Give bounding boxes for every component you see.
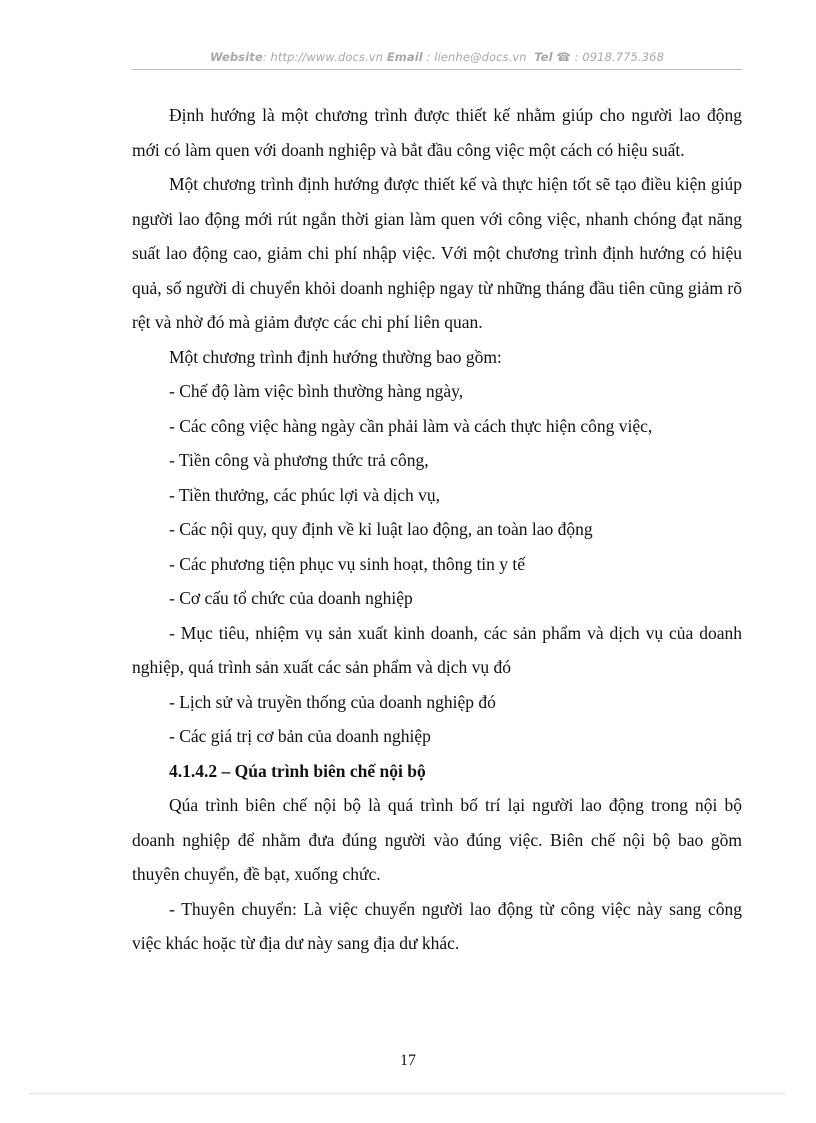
- list-item: - Mục tiêu, nhiệm vụ sản xuất kinh doanh, các sản phẩm và dịch vụ của doanh nghiệp, quá trình sản xuất các sản phẩm và dịch vụ đó: [132, 622, 742, 677]
- list-item: - Các nội quy, quy định về kỉ luật lao động, an toàn lao động: [169, 519, 593, 539]
- list-item: - Tiền thưởng, các phúc lợi và dịch vụ,: [169, 484, 441, 505]
- email-label: Email: [386, 50, 423, 64]
- paragraph: Một chương trình định hướng được thiết kế và thực hiện tốt sẽ tạo điều kiện giúp người lao động mới rút ngắn thời gian làm quen với công việc, nhanh chóng đạt năng suất lao động cao, giảm chi phí nhập việc. Với một chương trình định hướng có hiệu quả, số người di chuyển khỏi doanh nghiệp ngay từ những tháng đầu tiên cũng giảm rõ rệt và nhờ đó mà giảm được các chi phí liên quan.: [132, 174, 742, 332]
- list-item: - Cơ cấu tổ chức của doanh nghiệp: [169, 588, 413, 608]
- website-url: : http://www.docs.vn: [262, 50, 384, 64]
- page-bottom-border: [30, 1093, 786, 1094]
- tel-number: : 0918.775.368: [574, 50, 665, 64]
- list-item: - Tiền công và phương thức trả công,: [169, 450, 429, 470]
- phone-icon: ☎: [556, 50, 571, 64]
- paragraph: Định hướng là một chương trình được thiết kế nhằm giúp cho người lao động mới có làm quen với doanh nghiệp và bắt đầu công việc một cách có hiệu suất.: [132, 105, 742, 160]
- section-heading: 4.1.4.2 – Qúa trình biên chế nội bộ: [169, 760, 426, 781]
- page-header: [132, 50, 742, 64]
- tel-label: Tel: [534, 50, 553, 64]
- header-divider: [132, 69, 742, 70]
- list-item: - Chế độ làm việc bình thường hàng ngày,: [169, 381, 464, 401]
- website-label: Website: [209, 50, 263, 64]
- list-item: - Lịch sử và truyền thống của doanh nghiệp đó: [169, 691, 496, 712]
- document-body: [132, 98, 742, 961]
- paragraph: Qúa trình biên chế nội bộ là quá trình bố trí lại người lao động trong nội bộ doanh nghiệp để nhằm đưa đúng người vào đúng việc. Biên chế nội bộ bao gồm thuyên chuyển, đề bạt, xuống chức.: [132, 795, 742, 884]
- list-item: - Các giá trị cơ bản của doanh nghiệp: [169, 726, 431, 746]
- list-item: - Các công việc hàng ngày cần phải làm và cách thực hiện công việc,: [169, 415, 653, 436]
- paragraph: - Thuyên chuyển: Là việc chuyển người lao động từ công việc này sang công việc khác hoặc từ địa dư này sang địa dư khác.: [132, 898, 742, 953]
- list-item: - Các phương tiện phục vụ sinh hoạt, thông tin y tế: [169, 553, 526, 574]
- paragraph: Một chương trình định hướng thường bao gồm:: [169, 346, 502, 367]
- email-address: : lienhe@docs.vn: [422, 50, 527, 64]
- page-number: 17: [400, 1052, 416, 1069]
